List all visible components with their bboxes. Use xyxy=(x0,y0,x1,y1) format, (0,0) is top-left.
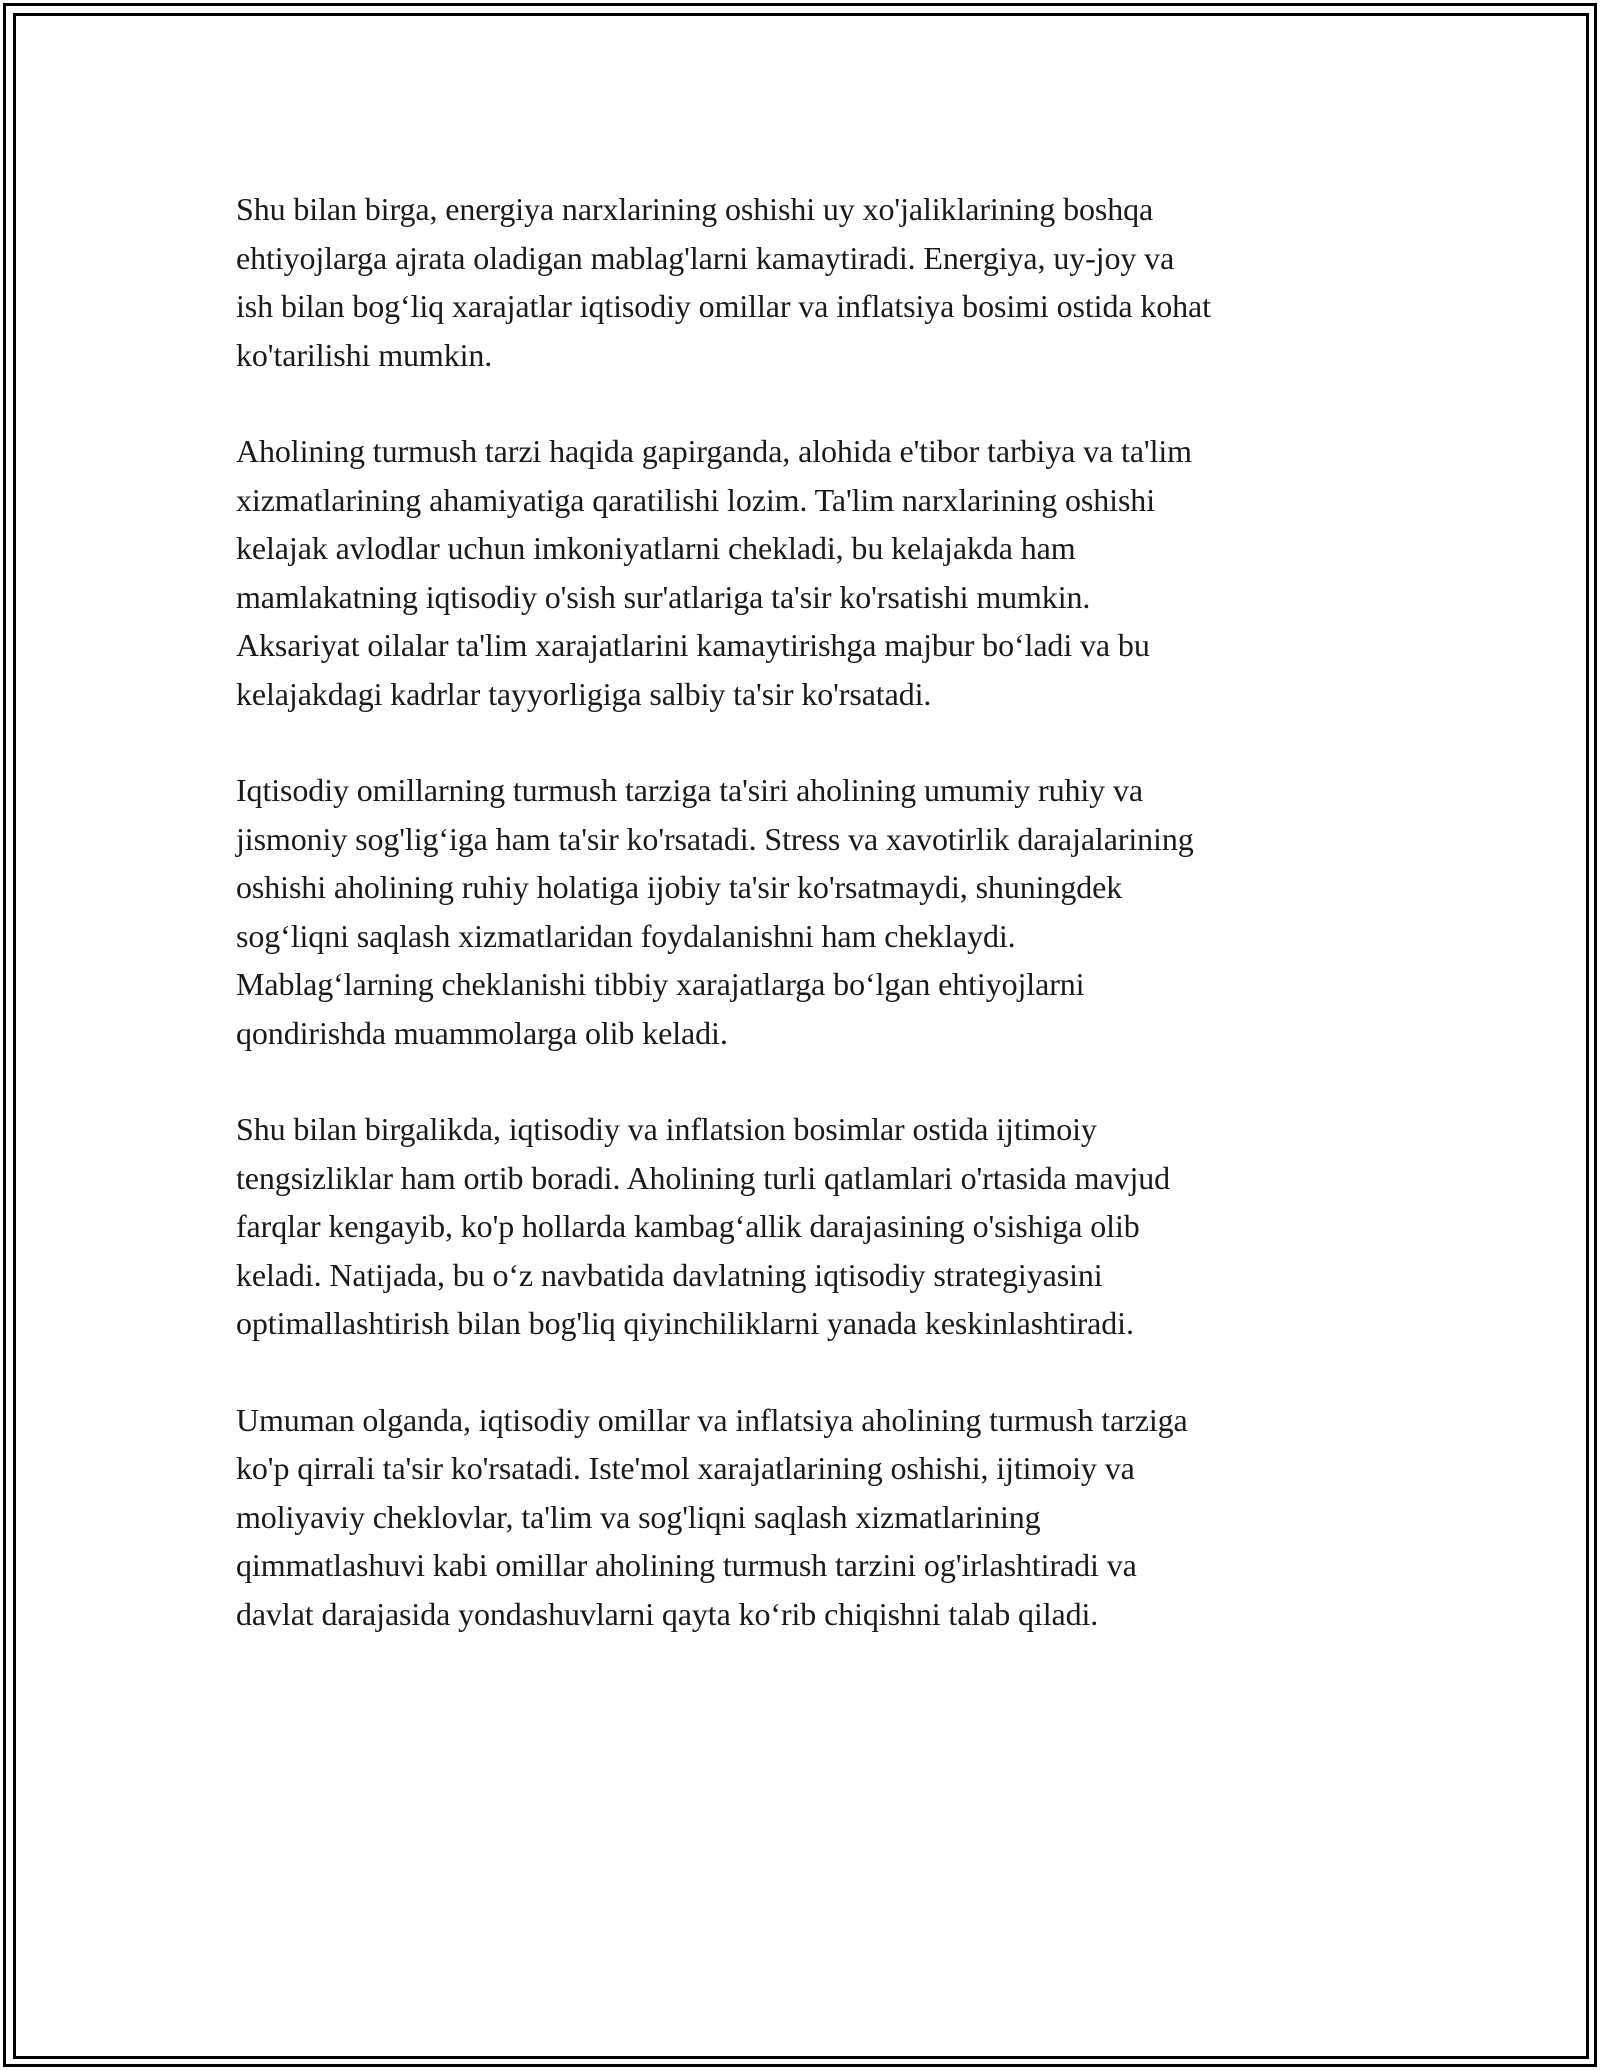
text-line: davlat darajasida yondashuvlarni qayta ko‘rib chiqishni talab qiladi. xyxy=(236,1595,1099,1632)
text-line: Shu bilan birgalikda, iqtisodiy va inflatsion bosimlar ostida ijtimoiy xyxy=(236,1111,1097,1147)
text-line: xizmatlarining ahamiyatiga qaratilishi lozim. Ta'lim narxlarining oshishi xyxy=(236,481,1155,518)
paragraph-4 xyxy=(236,1105,1376,1348)
text-line: ko'p qirrali ta'sir ko'rsatadi. Iste'mol xarajatlarining oshishi, ijtimoiy va xyxy=(236,1450,1135,1486)
paragraph-3 xyxy=(236,766,1376,1057)
text-line: ish bilan bog‘liq xarajatlar iqtisodiy omillar va inflatsiya bosimi ostida kohat xyxy=(236,288,1211,324)
text-line: sog‘liqni saqlash xizmatlaridan foydalanishni ham cheklaydi. xyxy=(236,917,1016,954)
text-line: jismoniy sog'lig‘iga ham ta'sir ko'rsatadi. Stress va xavotirlik darajalarining xyxy=(236,820,1194,857)
text-line: oshishi aholining ruhiy holatiga ijobiy ta'sir ko'rsatmaydi, shuningdek xyxy=(236,869,1123,905)
text-line: Aksariyat oilalar ta'lim xarajatlarini kamaytirishga majbur bo‘ladi va bu xyxy=(236,627,1150,663)
text-line: Aholining turmush tarzi haqida gapirganda, alohida e'tibor tarbiya va ta'lim xyxy=(236,433,1192,469)
text-line: farqlar kengayib, ko'p hollarda kambag‘allik darajasining o'sishiga olib xyxy=(236,1208,1140,1244)
text-line: Iqtisodiy omillarning turmush tarziga ta'siri aholining umumiy ruhiy va xyxy=(236,772,1143,808)
text-line: moliyaviy cheklovlar, ta'lim va sog'liqni saqlash xizmatlarining xyxy=(236,1498,1041,1535)
text-line: optimallashtirish bilan bog'liq qiyinchiliklarni yanada keskinlashtiradi. xyxy=(236,1305,1134,1341)
paragraph-5 xyxy=(236,1396,1376,1639)
text-line: mamlakatning iqtisodiy o'sish sur'atlariga ta'sir ko'rsatishi mumkin. xyxy=(236,578,1091,615)
paragraph-1 xyxy=(236,185,1376,379)
text-line: keladi. Natijada, bu o‘z navbatida davlatning iqtisodiy strategiyasini xyxy=(236,1256,1103,1293)
text-line: Shu bilan birga, energiya narxlarining oshishi uy xo'jaliklarining boshqa xyxy=(236,191,1154,227)
text-line: ko'tarilishi mumkin. xyxy=(236,336,493,373)
text-line: kelajakdagi kadrlar tayyorligiga salbiy ta'sir ko'rsatadi. xyxy=(236,675,932,712)
paragraph-2 xyxy=(236,427,1376,718)
text-line: Mablag‘larning cheklanishi tibbiy xarajatlarga bo‘lgan ehtiyojlarni xyxy=(236,966,1085,1002)
text-line: qimmatlashuvi kabi omillar aholining turmush tarzini og'irlashtiradi va xyxy=(236,1547,1137,1583)
text-line: qondirishda muammolarga olib keladi. xyxy=(236,1014,728,1051)
text-line: ehtiyojlarga ajrata oladigan mablag'larni kamaytiradi. Energiya, uy-joy va xyxy=(236,239,1175,276)
document-body xyxy=(236,185,1376,1686)
text-line: kelajak avlodlar uchun imkoniyatlarni chekladi, bu kelajakda ham xyxy=(236,530,1076,566)
text-line: Umuman olganda, iqtisodiy omillar va inflatsiya aholining turmush tarziga xyxy=(236,1401,1188,1438)
text-line: tengsizliklar ham ortib boradi. Aholining turli qatlamlari o'rtasida mavjud xyxy=(236,1159,1171,1196)
